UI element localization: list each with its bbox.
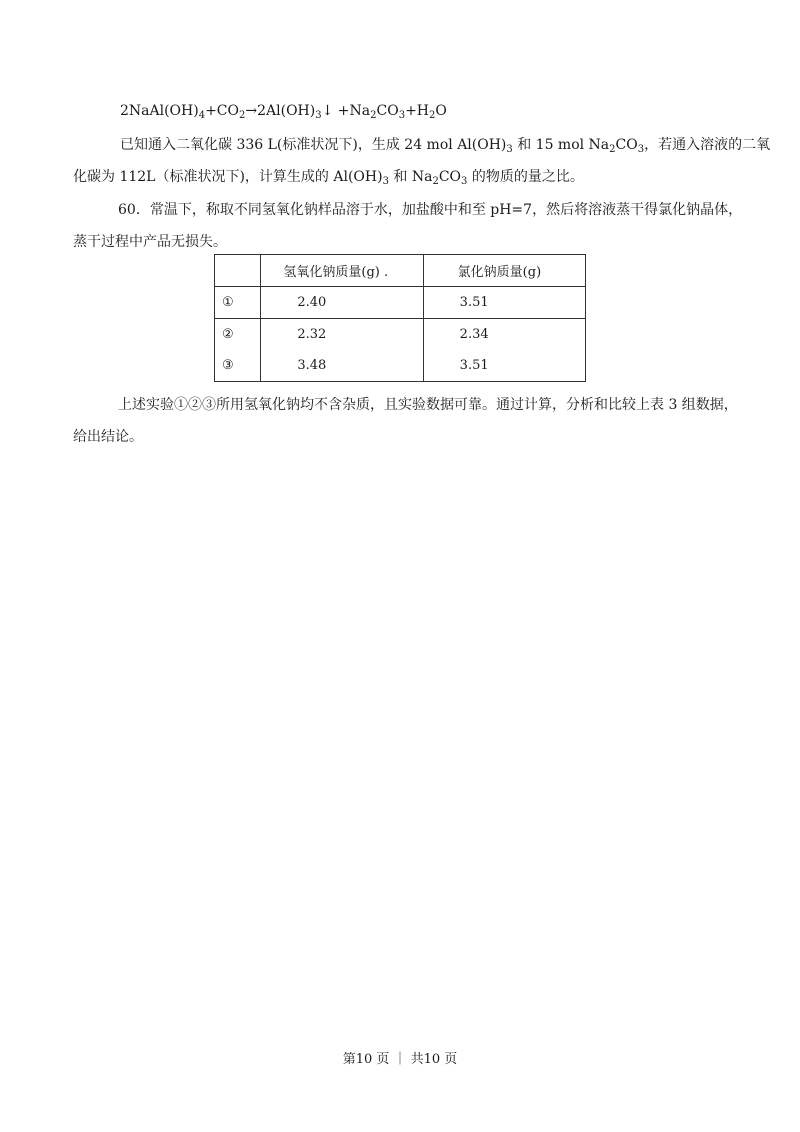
table-cell: 3.48 <box>261 350 423 382</box>
equation-text: 2NaAl(OH) <box>120 103 199 119</box>
table-cell: ① <box>215 287 261 319</box>
equation-text: +CO <box>205 103 239 119</box>
data-table <box>214 254 586 382</box>
table-row <box>215 287 586 319</box>
equation-subscript: 4 <box>198 110 206 121</box>
table-header-row <box>215 255 586 287</box>
conclusion-line-2: 给出结论。 <box>73 429 143 445</box>
equation-text: ↓ +Na <box>321 103 371 119</box>
question-60-line-2: 蒸干过程中产品无损失。 <box>73 234 227 250</box>
table-cell: 2.34 <box>423 319 585 351</box>
equation-subscript: 3 <box>398 110 406 121</box>
chemical-equation <box>120 101 447 121</box>
paragraph-1-line-1: 已知通入二氧化碳 336 L(标准状况下)，生成 24 mol $Al(OH)_3$ 和 15 mol $Na_2CO_3$，若通入溶液的二氧 <box>120 137 771 155</box>
table-cell: 3.51 <box>423 350 585 382</box>
table-cell: 3.51 <box>423 287 585 319</box>
paragraph-1-line-2: 化碳为 112L（标准状况下)，计算生成的 $Al(OH)_3$ 和 $Na_2CO_3$ 的物质的量之比。 <box>73 169 584 187</box>
table-header-cell: 氯化钠质量(g) <box>423 255 585 287</box>
table-header-cell <box>215 255 261 287</box>
conclusion-line-1: 上述实验①②③所用氢氧化钠均不含杂质，且实验数据可靠。通过计算，分析和比较上表 3 组数据， <box>118 397 738 413</box>
table-row <box>215 350 586 382</box>
table-cell: ③ <box>215 350 261 382</box>
table-row <box>215 319 586 351</box>
table-cell: 2.32 <box>261 319 423 351</box>
table-cell: ② <box>215 319 261 351</box>
equation-subscript: 2 <box>370 110 377 121</box>
page-footer: 第10 页 ｜ 共10 页 <box>342 1052 458 1067</box>
equation-text: +H <box>405 103 430 119</box>
table-header-cell: 氢氧化钠质量(g) . <box>261 255 423 287</box>
table-cell: 2.40 <box>261 287 423 319</box>
equation-subscript: 2 <box>239 110 246 121</box>
equation-text: O <box>435 103 447 119</box>
equation-text: →2Al(OH) <box>245 103 316 119</box>
question-60-line-1: 60．常温下，称取不同氢氧化钠样品溶于水，加盐酸中和至 pH=7，然后将溶液蒸干得氯化钠晶体， <box>118 202 743 218</box>
equation-subscript: 3 <box>315 110 322 121</box>
equation-text: CO <box>376 103 399 119</box>
equation-subscript: 2 <box>429 110 436 121</box>
